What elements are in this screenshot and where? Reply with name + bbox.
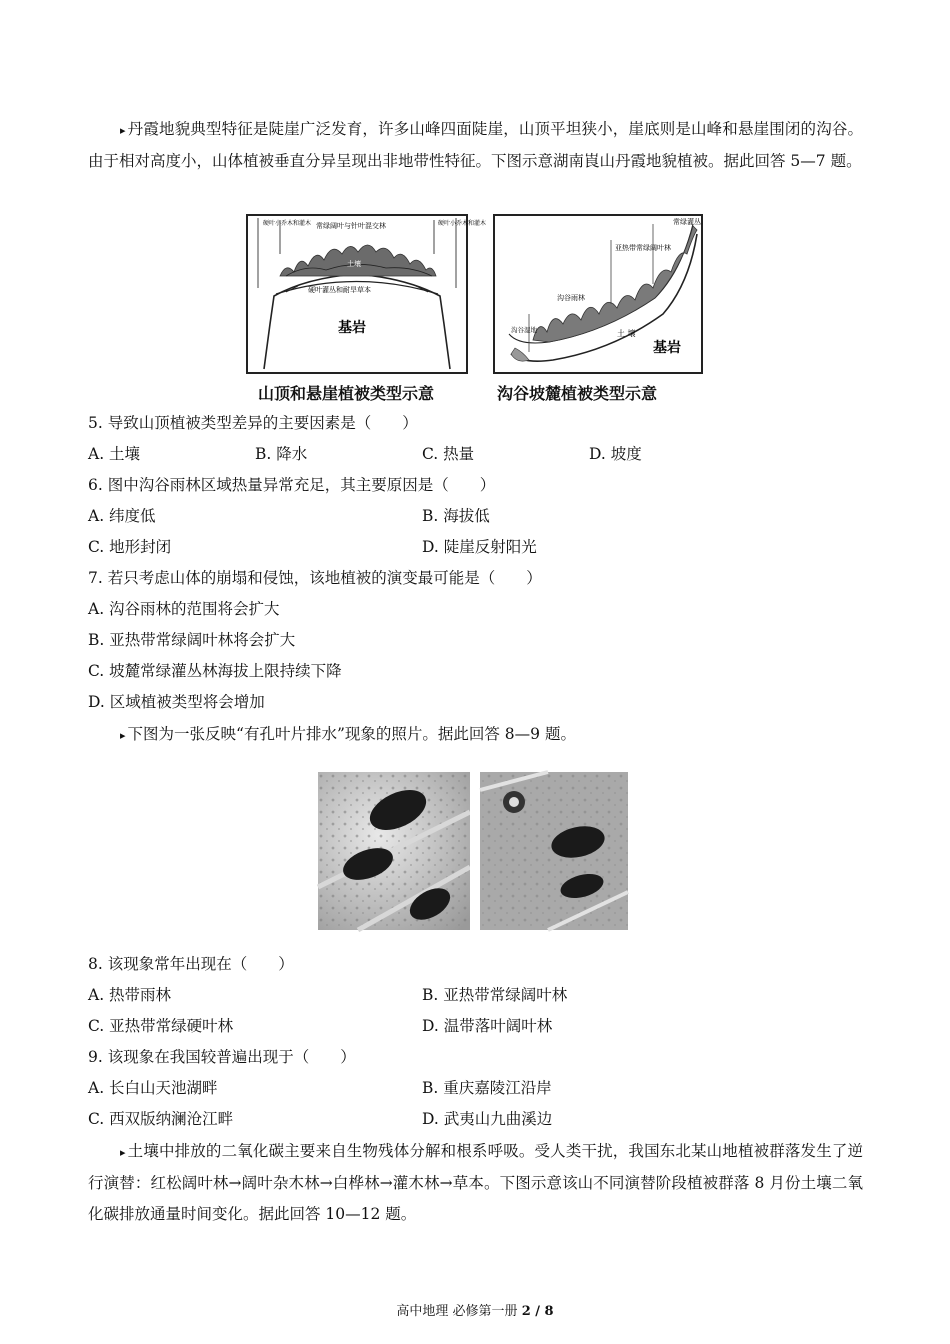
q7-option-d: D. 区域植被类型将会增加: [88, 693, 265, 711]
label-soil-right: 土 壤: [617, 329, 636, 338]
question-5-stem: 5. 导致山顶植被类型差异的主要因素是（ ）: [88, 414, 418, 432]
q8-option-a: A. 热带雨林: [88, 986, 172, 1004]
valley-slope-vegetation-diagram: [493, 214, 703, 374]
label-grass: 硬叶灌丛和耐旱草本: [308, 286, 371, 294]
footer-subject: 高中地理 必修第一册: [396, 1304, 518, 1319]
q6-option-a: A. 纬度低: [88, 507, 156, 525]
page-number: 2 / 8: [521, 1304, 554, 1319]
q9-option-b: B. 重庆嘉陵江沿岸: [422, 1079, 552, 1097]
intro-paragraph-2: ▸ 下图为一张反映“有孔叶片排水”现象的照片。据此回答 8—9 题。: [120, 725, 576, 743]
cliff-top-vegetation-diagram: [246, 214, 487, 374]
q7-option-a: A. 沟谷雨林的范围将会扩大: [88, 600, 280, 618]
q8-option-b: B. 亚热带常绿阔叶林: [422, 986, 568, 1004]
label-bedrock: 基岩: [338, 320, 366, 336]
perforated-leaf-photo: [318, 772, 628, 930]
label-shrub-right: 硬叶小乔木和灌木: [438, 220, 487, 227]
label-soil: 土壤: [347, 260, 361, 268]
marker-icon: ▸: [120, 729, 126, 742]
label-evergreen-shrub: 常绿灌丛: [673, 218, 701, 226]
figure-caption-right: 沟谷坡麓植被类型示意: [497, 384, 658, 403]
q5-option-b: B. 降水: [255, 445, 308, 463]
q9-option-c: C. 西双版纳澜沧江畔: [88, 1110, 234, 1128]
q5-option-a: A. 土壤: [88, 445, 141, 463]
q6-option-b: B. 海拔低: [422, 507, 490, 525]
marker-icon: ▸: [120, 124, 126, 137]
label-bedrock-right: 基岩: [653, 340, 681, 356]
q6-option-d: D. 陡崖反射阳光: [422, 538, 537, 556]
q9-option-a: A. 长白山天池湖畔: [88, 1079, 218, 1097]
label-top-forest: 常绿阔叶与针叶混交林: [316, 222, 386, 230]
intro-paragraph-3: ▸ 土壤中排放的二氧化碳主要来自生物残体分解和根系呼吸。受人类干扰，我国东北某山地植被群落发生了逆行演替：红松阔叶林→阔叶杂木林→白桦林→灌木林→草本。下图示意该山不同演替阶段植被群落 8 月份土壤二氧化碳排放通量时间变化。据此回答 10—12 题。: [88, 1142, 863, 1223]
page-footer: [0, 1300, 950, 1319]
q9-option-d: D. 武夷山九曲溪边: [422, 1110, 553, 1128]
figure-caption-left: 山顶和悬崖植被类型示意: [258, 384, 435, 403]
question-7-stem: 7. 若只考虑山体的崩塌和侵蚀，该地植被的演变最可能是（ ）: [88, 569, 542, 587]
q7-option-c: C. 坡麓常绿灌丛林海拔上限持续下降: [88, 662, 342, 680]
q5-option-c: C. 热量: [422, 445, 475, 463]
question-9-stem: 9. 该现象在我国较普遍出现于（ ）: [88, 1048, 356, 1066]
label-subtropical-forest: 亚热带常绿阔叶林: [615, 244, 671, 252]
q8-option-c: C. 亚热带常绿硬叶林: [88, 1017, 234, 1035]
q6-option-c: C. 地形封闭: [88, 538, 172, 556]
label-valley-wetland: 沟谷湿地: [511, 326, 537, 334]
q5-option-d: D. 坡度: [589, 445, 642, 463]
label-shrub-left: 硬叶小乔木和灌木: [263, 220, 312, 227]
intro-paragraph-1: ▸ 丹霞地貌典型特征是陡崖广泛发育，许多山峰四面陡崖，山顶平坦狭小，崖底则是山峰和悬崖围闭的沟谷。由于相对高度小，山体植被垂直分异呈现出非地带性特征。下图示意湖南崀山丹霞地貌植被。据此回答 5—7 题。: [88, 120, 863, 170]
marker-icon: ▸: [120, 1146, 126, 1159]
q7-option-b: B. 亚热带常绿阔叶林将会扩大: [88, 631, 296, 649]
question-8-stem: 8. 该现象常年出现在（ ）: [88, 955, 294, 973]
question-6-stem: 6. 图中沟谷雨林区域热量异常充足，其主要原因是（ ）: [88, 476, 496, 494]
label-valley-rainforest: 沟谷雨林: [557, 294, 585, 302]
q8-option-d: D. 温带落叶阔叶林: [422, 1017, 553, 1035]
